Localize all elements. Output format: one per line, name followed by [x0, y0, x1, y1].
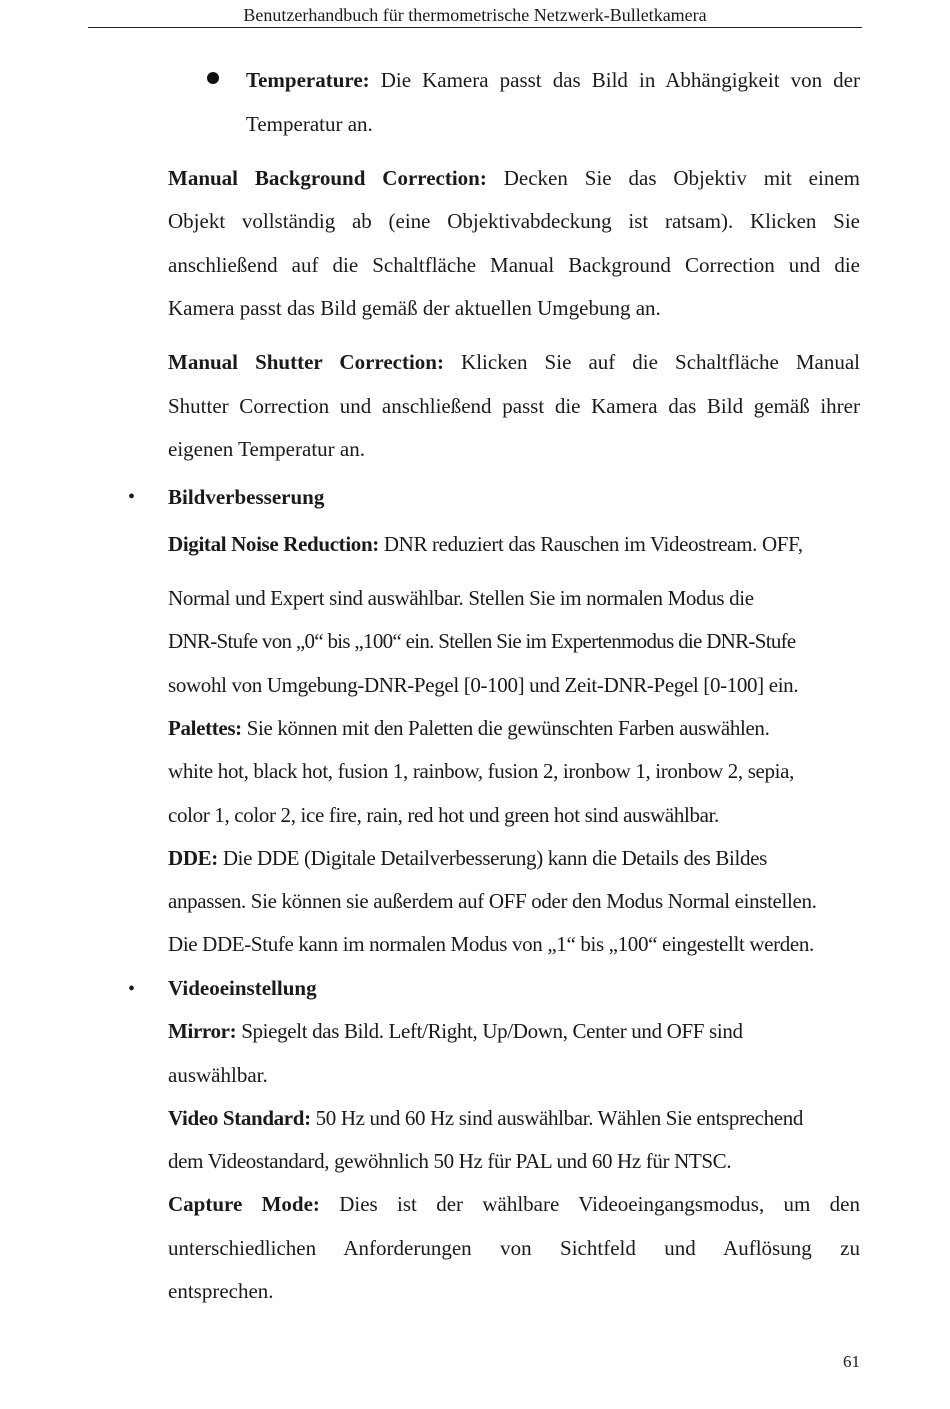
- section-bullet-icon: •: [128, 978, 136, 1000]
- dde-label: DDE:: [168, 846, 218, 870]
- capture-mode-line-1: Capture Mode: Dies ist der wählbare Videoeingangsmodus, um den: [168, 1192, 860, 1216]
- dnr-label: Digital Noise Reduction:: [168, 532, 379, 556]
- video-standard-line-2: dem Videostandard, gewöhnlich 50 Hz für PAL und 60 Hz für NTSC.: [168, 1149, 732, 1173]
- manual-background-line-1: Manual Background Correction: Decken Sie das Objektiv mit einem: [168, 166, 860, 190]
- dde-line-2: anpassen. Sie können sie außerdem auf OFF oder den Modus Normal einstellen.: [168, 889, 817, 913]
- capture-mode-line-2: unterschiedlichen Anforderungen von Sichtfeld und Auflösung zu: [168, 1236, 860, 1260]
- temperature-label: Temperature:: [246, 68, 370, 92]
- header-title: Benutzerhandbuch für thermometrische Netzwerk-Bulletkamera: [243, 5, 707, 25]
- dnr-line-2: Normal und Expert sind auswählbar. Stellen Sie im normalen Modus die: [168, 586, 754, 610]
- palettes-label: Palettes:: [168, 716, 242, 740]
- section-heading-bildverbesserung: Bildverbesserung: [168, 485, 325, 509]
- section-heading-videoeinstellung: Videoeinstellung: [168, 976, 317, 1000]
- dnr-line-3: DNR-Stufe von „0“ bis „100“ ein. Stellen Sie im Expertenmodus die DNR-Stufe: [168, 629, 796, 653]
- temperature-line-2: Temperatur an.: [246, 112, 373, 136]
- dde-line-3: Die DDE-Stufe kann im normalen Modus von „1“ bis „100“ eingestellt werden.: [168, 932, 814, 956]
- palettes-line-2: white hot, black hot, fusion 1, rainbow, fusion 2, ironbow 1, ironbow 2, sepia,: [168, 759, 794, 783]
- palettes-line-3: color 1, color 2, ice fire, rain, red hot und green hot sind auswählbar.: [168, 803, 719, 827]
- dde-line-1: DDE: Die DDE (Digitale Detailverbesserung) kann die Details des Bildes: [168, 846, 767, 870]
- capture-mode-label: Capture Mode:: [168, 1192, 320, 1216]
- dnr-line-1: Digital Noise Reduction: DNR reduziert das Rauschen im Videostream. OFF,: [168, 532, 803, 556]
- palettes-line-1: Palettes: Sie können mit den Paletten die gewünschten Farben auswählen.: [168, 716, 770, 740]
- manual-shutter-label: Manual Shutter Correction:: [168, 350, 444, 374]
- manual-shutter-line-3: eigenen Temperatur an.: [168, 437, 365, 461]
- manual-shutter-line-1: Manual Shutter Correction: Klicken Sie auf die Schaltfläche Manual: [168, 350, 860, 374]
- header-divider: [88, 27, 862, 28]
- capture-mode-line-3: entsprechen.: [168, 1279, 274, 1303]
- video-standard-label: Video Standard:: [168, 1106, 311, 1130]
- video-standard-line-1: Video Standard: 50 Hz und 60 Hz sind auswählbar. Wählen Sie entsprechend: [168, 1106, 804, 1130]
- manual-background-line-2: Objekt vollständig ab (eine Objektivabdeckung ist ratsam). Klicken Sie: [168, 209, 860, 233]
- temperature-line-1: Temperature: Die Kamera passt das Bild in Abhängigkeit von der: [246, 68, 860, 92]
- manual-shutter-line-2: Shutter Correction und anschließend passt die Kamera das Bild gemäß ihrer: [168, 394, 860, 418]
- bullet-dot-icon: [207, 72, 219, 84]
- mirror-label: Mirror:: [168, 1019, 237, 1043]
- manual-background-label: Manual Background Correction:: [168, 166, 487, 190]
- mirror-line-1: Mirror: Spiegelt das Bild. Left/Right, Up/Down, Center und OFF sind: [168, 1019, 743, 1043]
- manual-background-line-3: anschließend auf die Schaltfläche Manual Background Correction und die: [168, 253, 860, 277]
- section-bullet-icon: •: [128, 486, 136, 508]
- mirror-line-2: auswählbar.: [168, 1063, 268, 1087]
- manual-background-line-4: Kamera passt das Bild gemäß der aktuellen Umgebung an.: [168, 296, 661, 320]
- page-number: 61: [843, 1352, 860, 1371]
- dnr-line-4: sowohl von Umgebung-DNR-Pegel [0-100] und Zeit-DNR-Pegel [0-100] ein.: [168, 673, 799, 697]
